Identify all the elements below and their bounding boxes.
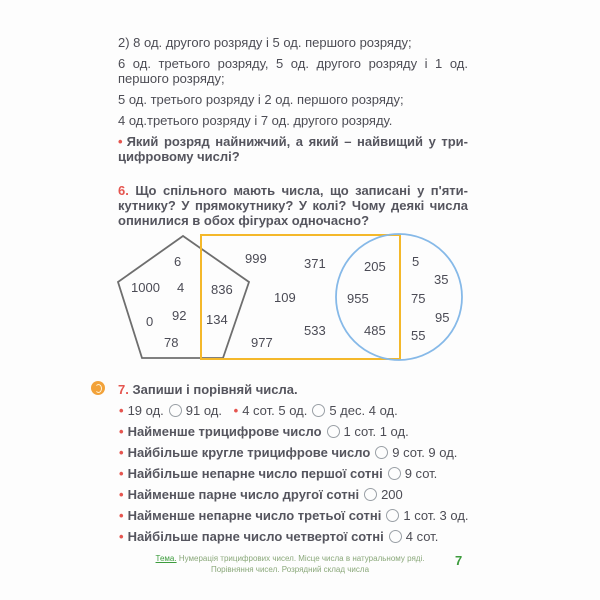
- number-836: 836: [211, 282, 233, 297]
- number-55: 55: [411, 328, 426, 343]
- task5-line-1: 2) 8 од. другого розряду і 5 од. першого розряду;: [118, 35, 412, 50]
- bullet-icon: •: [118, 134, 123, 149]
- number-4: 4: [177, 280, 185, 295]
- number-75: 75: [411, 291, 426, 306]
- task7-item: • Найбільше кругле трицифрове число 9 сот. 9 од.: [119, 445, 458, 460]
- bullet-icon: •: [119, 508, 124, 523]
- number-78: 78: [164, 335, 179, 350]
- task5-line-2: 6 од. третього розряду, 5 од. другого розряду і 1 од.: [118, 56, 468, 71]
- task7-item: • Найменше непарне число третьої сотні 1 сот. 3 од.: [119, 508, 469, 523]
- bullet-icon: •: [119, 445, 124, 460]
- task7-row-1: • 19 од. 91 од. • 4 сот. 5 од. 5 дес. 4 од.: [119, 403, 398, 418]
- number-371: 371: [304, 256, 326, 271]
- bullet-icon: •: [233, 403, 239, 418]
- rectangle-shape: [201, 235, 400, 359]
- task6-line-3: опинилися в обох фігурах одночасно?: [118, 213, 370, 228]
- number-1000: 1000: [131, 280, 160, 295]
- compare-circle-input[interactable]: [169, 404, 182, 417]
- compare-circle-input[interactable]: [388, 467, 401, 480]
- number-977: 977: [251, 335, 273, 350]
- compare-circle-input[interactable]: [312, 404, 325, 417]
- compare-circle-input[interactable]: [364, 488, 377, 501]
- footer-topic: Тема. Нумерація трицифрових чисел. Місце числа в натуральному ряді. Порівняння чисел. Розрядний склад числа: [155, 554, 425, 574]
- task5-question-line-2: цифровому числі?: [118, 149, 240, 164]
- task5-line-3: першого розряду;: [118, 71, 225, 86]
- number-109: 109: [274, 290, 296, 305]
- task7-item: • Найменше парне число другої сотні 200: [119, 487, 403, 502]
- number-533: 533: [304, 323, 326, 338]
- number-35: 35: [434, 272, 449, 287]
- task5-question-line-1: • Який розряд найнижчий, а який – найвищий у три-: [118, 134, 468, 149]
- number-92: 92: [172, 308, 187, 323]
- pentagon-shape: [118, 236, 249, 358]
- task7-item: • Найменше трицифрове число 1 сот. 1 од.: [119, 424, 409, 439]
- task6-line-1: 6. Що спільного мають числа, що записані у п'яти-: [118, 183, 468, 198]
- task7-item: • Найбільше непарне число першої сотні 9 сот.: [119, 466, 438, 481]
- number-134: 134: [206, 312, 228, 327]
- number-5: 5: [412, 254, 420, 269]
- number-6: 6: [174, 254, 182, 269]
- number-955: 955: [347, 291, 369, 306]
- task7-number: 7.: [118, 382, 129, 397]
- task5-line-4: 5 од. третього розряду і 2 од. першого розряду;: [118, 92, 404, 107]
- task7-title: 7. Запиши і порівняй числа.: [118, 382, 298, 397]
- compare-circle-input[interactable]: [389, 530, 402, 543]
- number-485: 485: [364, 323, 386, 338]
- task6-number: 6.: [118, 183, 129, 198]
- bullet-icon: •: [119, 424, 124, 439]
- compare-circle-input[interactable]: [375, 446, 388, 459]
- number-999: 999: [245, 251, 267, 266]
- bullet-icon: •: [119, 529, 124, 544]
- bullet-icon: •: [119, 487, 124, 502]
- footer-tema-label: Тема.: [155, 554, 177, 563]
- compare-circle-input[interactable]: [327, 425, 340, 438]
- number-0: 0: [146, 314, 154, 329]
- task7-item: • Найбільше парне число четвертої сотні 4 сот.: [119, 529, 439, 544]
- bullet-icon: •: [119, 403, 124, 418]
- task5-line-5: 4 од.третього розряду і 7 од. другого розряду.: [118, 113, 393, 128]
- number-95: 95: [435, 310, 450, 325]
- compare-circle-input[interactable]: [386, 509, 399, 522]
- number-205: 205: [364, 259, 386, 274]
- task6-line-2: кутнику? У прямокутнику? У колі? Чому деякі числа: [118, 198, 468, 213]
- bullet-icon: •: [119, 466, 124, 481]
- page-number: 7: [455, 553, 463, 568]
- difficulty-badge-icon: [91, 381, 105, 395]
